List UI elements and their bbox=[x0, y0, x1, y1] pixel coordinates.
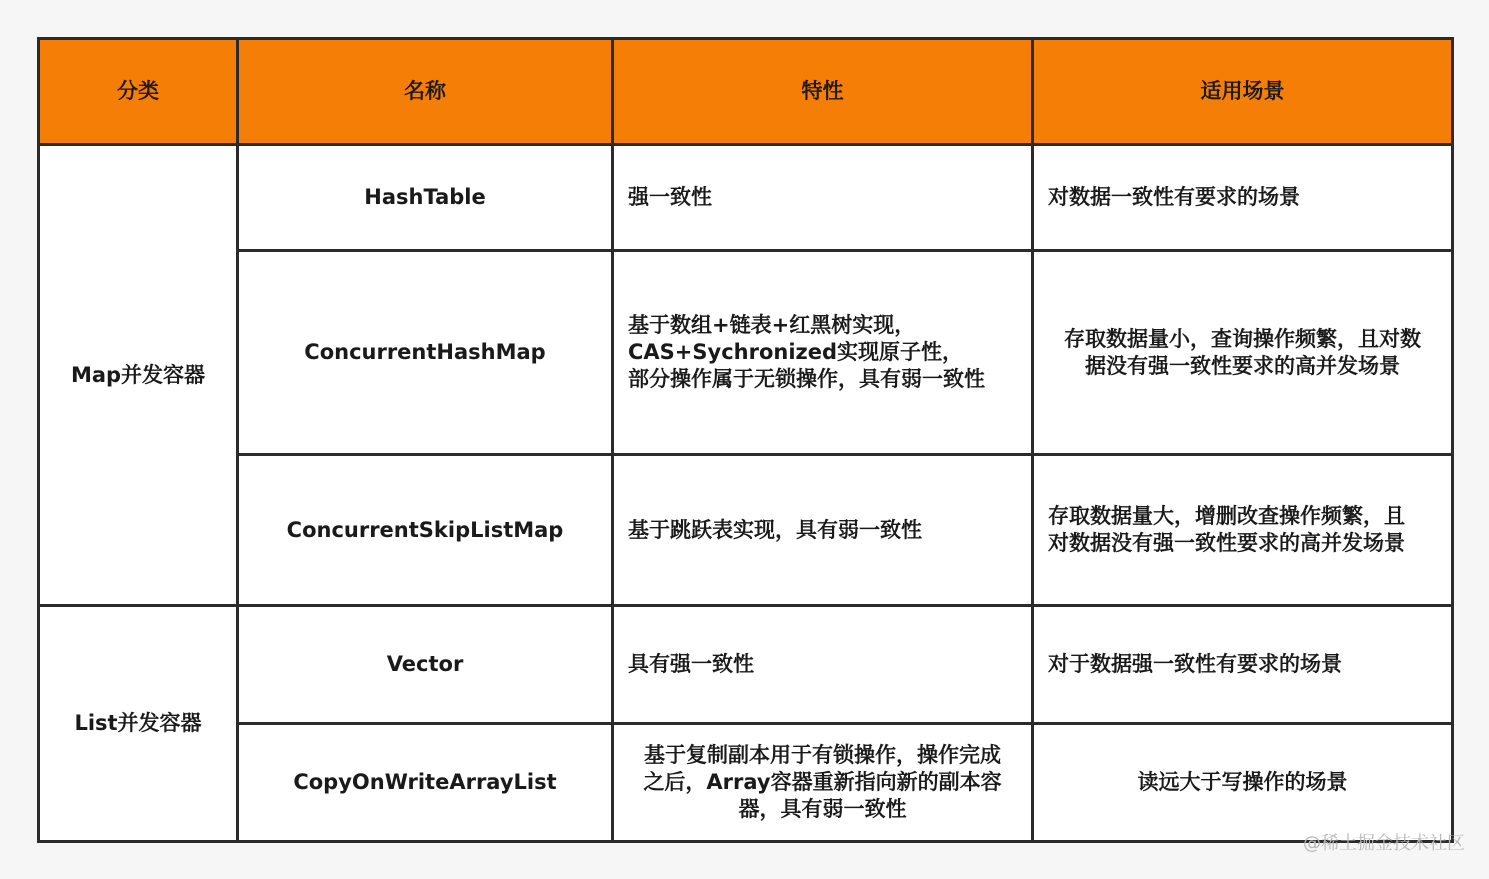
scenario-cell: 存取数据量小，查询操作频繁，且对数 据没有强一致性要求的高并发场景 bbox=[1033, 251, 1453, 455]
category-cell: List并发容器 bbox=[39, 606, 238, 842]
feature-cell: 基于数组+链表+红黑树实现， CAS+Sychronized实现原子性， 部分操作属于无锁操作，具有弱一致性 bbox=[613, 251, 1033, 455]
header-scenario: 适用场景 bbox=[1033, 39, 1453, 145]
feature-cell: 基于复制副本用于有锁操作，操作完成 之后，Array容器重新指向新的副本容 器，具有弱一致性 bbox=[613, 724, 1033, 842]
table-row bbox=[39, 251, 1453, 455]
scenario-cell: 读远大于写操作的场景 bbox=[1033, 724, 1453, 842]
scenario-cell: 对于数据强一致性有要求的场景 bbox=[1033, 606, 1453, 724]
name-cell: ConcurrentHashMap bbox=[238, 251, 613, 455]
name-cell: CopyOnWriteArrayList bbox=[238, 724, 613, 842]
table-row bbox=[39, 606, 1453, 724]
scenario-cell: 对数据一致性有要求的场景 bbox=[1033, 145, 1453, 251]
category-cell: Map并发容器 bbox=[39, 145, 238, 606]
feature-cell: 强一致性 bbox=[613, 145, 1033, 251]
table-row bbox=[39, 145, 1453, 251]
scenario-cell: 存取数据量大，增删改查操作频繁，且 对数据没有强一致性要求的高并发场景 bbox=[1033, 455, 1453, 606]
name-cell: HashTable bbox=[238, 145, 613, 251]
header-name: 名称 bbox=[238, 39, 613, 145]
comparison-table bbox=[37, 37, 1454, 843]
table-row bbox=[39, 724, 1453, 842]
table-row bbox=[39, 455, 1453, 606]
name-cell: Vector bbox=[238, 606, 613, 724]
header-row bbox=[39, 39, 1453, 145]
feature-cell: 具有强一致性 bbox=[613, 606, 1033, 724]
watermark: @稀土掘金技术社区 bbox=[1303, 833, 1465, 854]
feature-cell: 基于跳跃表实现，具有弱一致性 bbox=[613, 455, 1033, 606]
name-cell: ConcurrentSkipListMap bbox=[238, 455, 613, 606]
header-category: 分类 bbox=[39, 39, 238, 145]
header-feature: 特性 bbox=[613, 39, 1033, 145]
